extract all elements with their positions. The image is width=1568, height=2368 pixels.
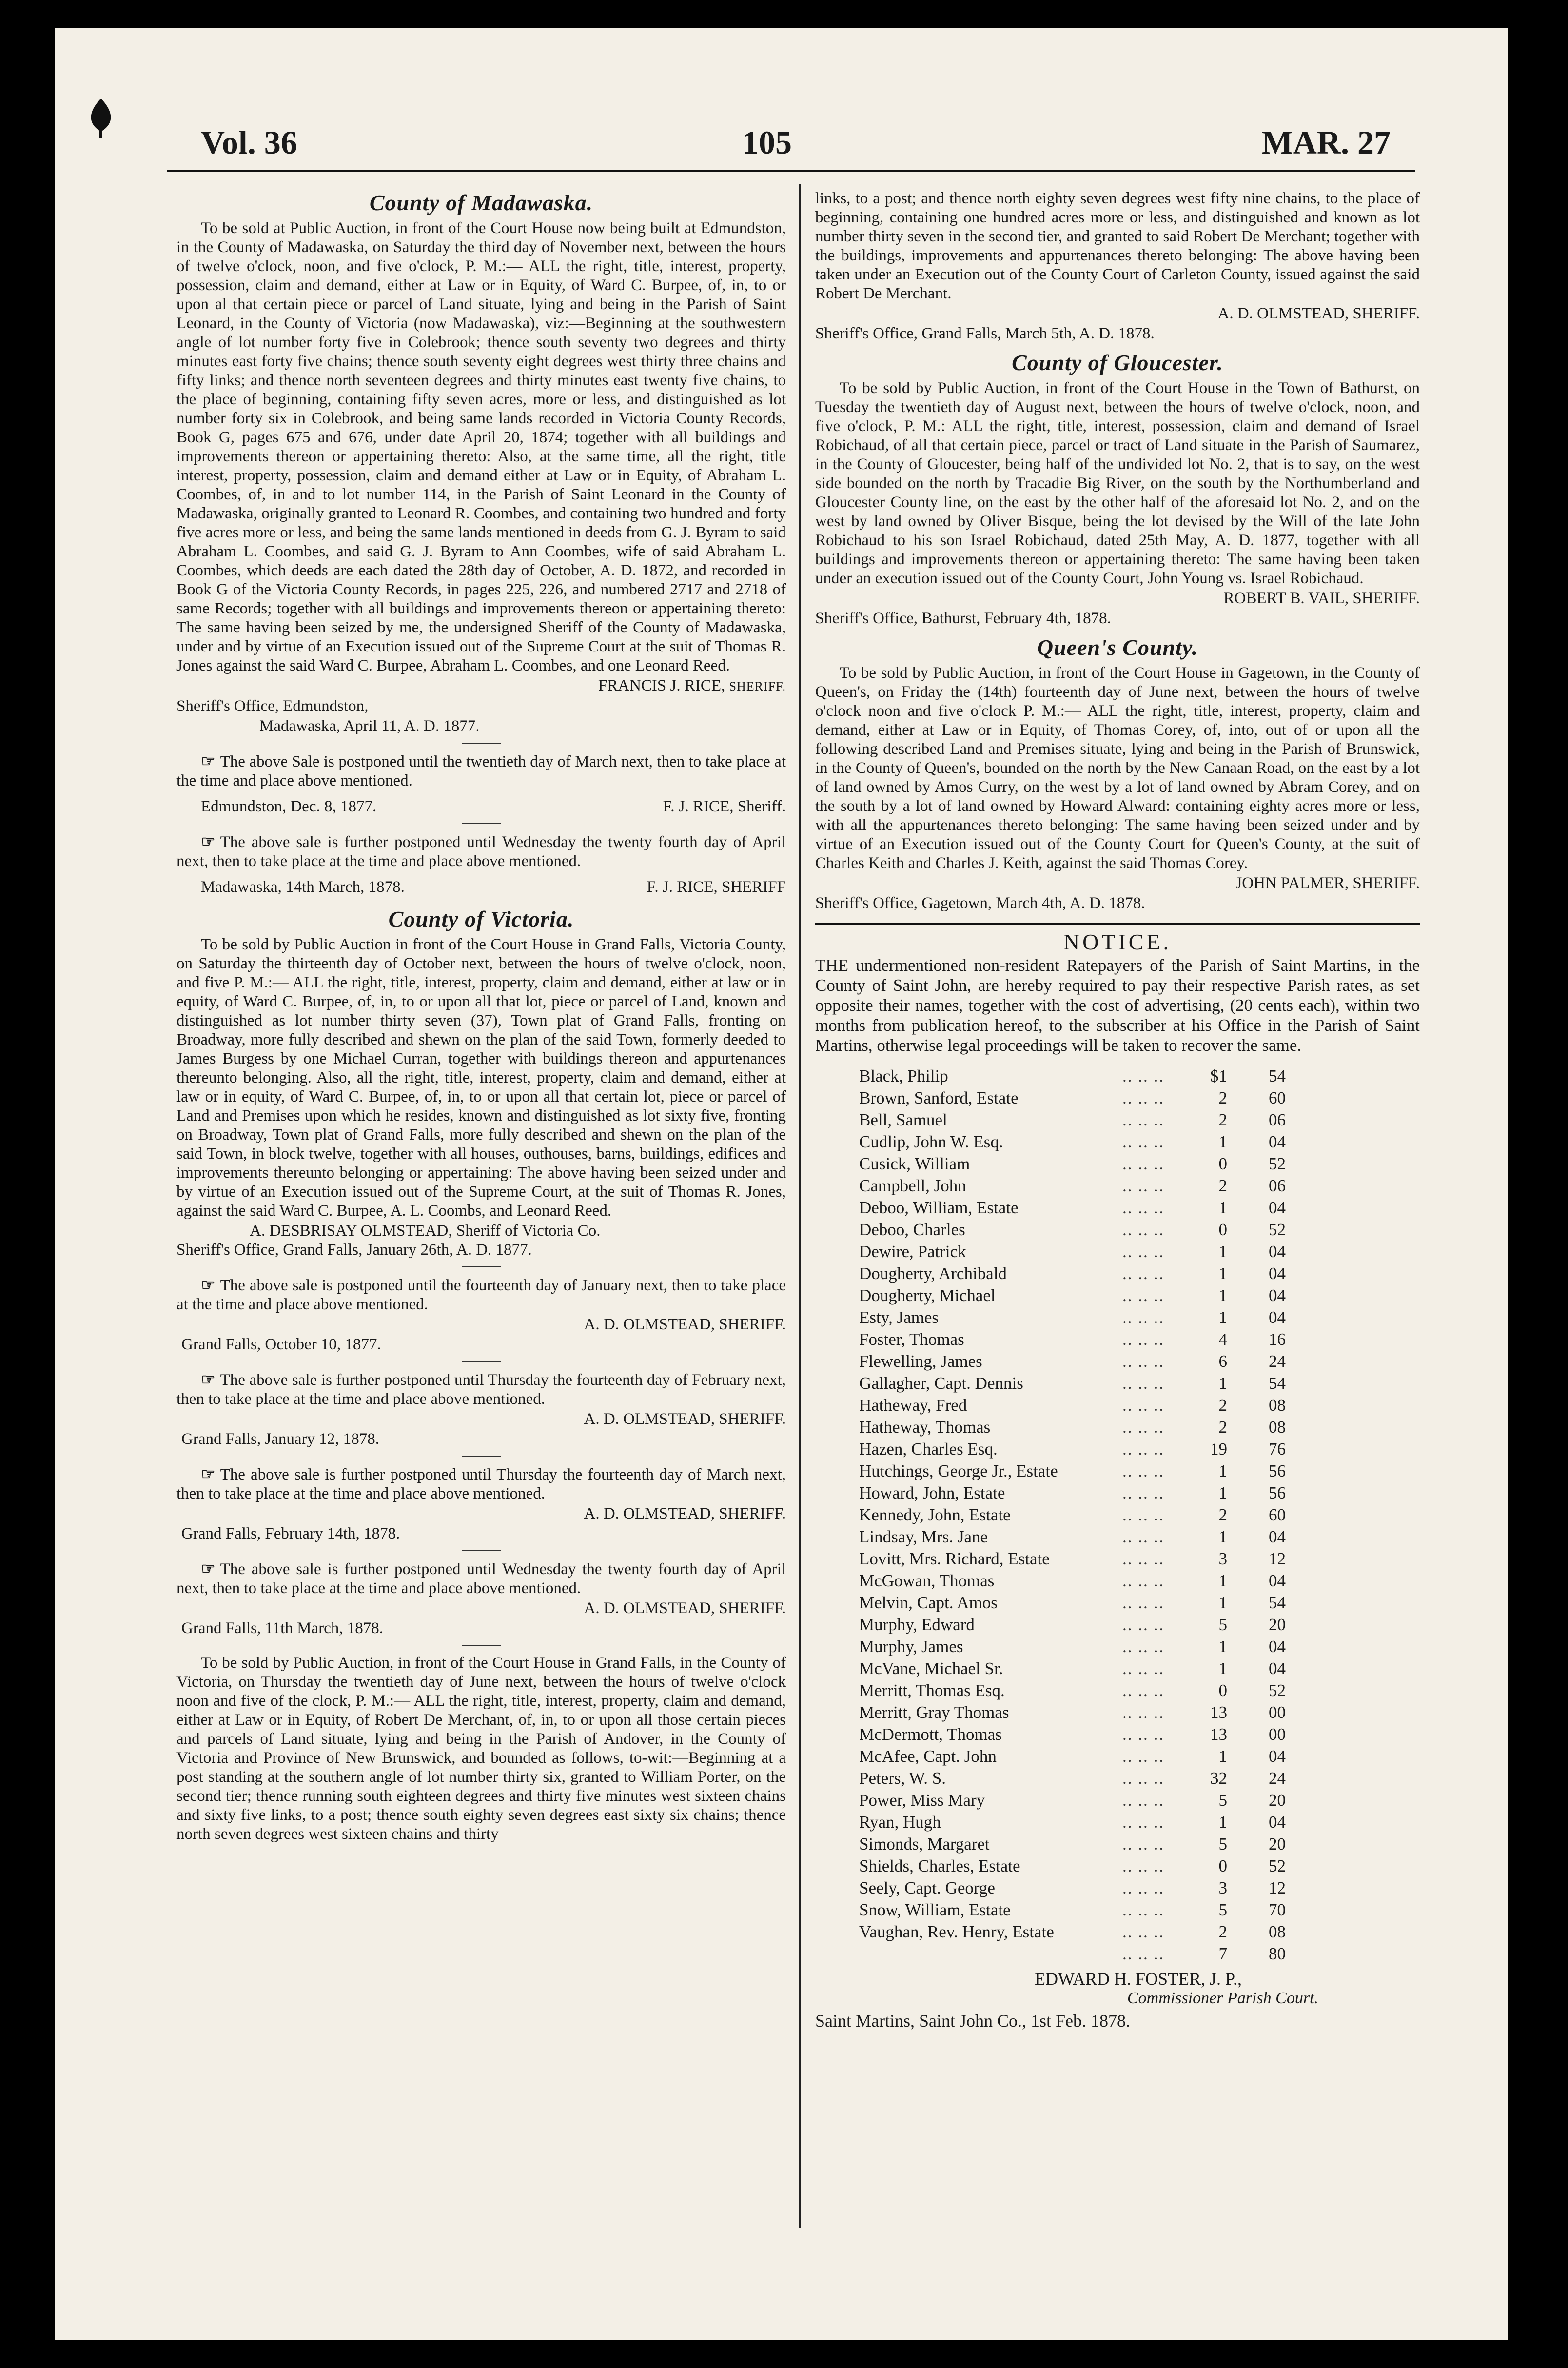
leader-dots: .. .. .. — [1122, 1352, 1164, 1371]
ratepayer-name: Simonds, Margaret — [859, 1835, 990, 1854]
rate-cents: 04 — [1269, 1747, 1286, 1766]
notice-rule — [815, 923, 1420, 925]
ratepayers-table — [859, 1065, 1286, 1965]
table-row — [859, 1350, 1286, 1372]
leader-dots: .. .. .. — [1122, 1286, 1164, 1305]
ratepayer-name: Shields, Charles, Estate — [859, 1856, 1020, 1875]
rate-dollars: 1 — [1218, 1308, 1227, 1327]
victoria-office: Sheriff's Office, Grand Falls, January 26th, A. D. 1877. — [176, 1241, 532, 1259]
note-text: The above Sale is postponed until the twentieth day of March next, then to take place at the time and place above mentioned. — [176, 753, 786, 789]
ratepayer-name: Deboo, Charles — [859, 1220, 965, 1239]
notice-signer-title: Commissioner Parish Court. — [1127, 1989, 1318, 2007]
queens-signature: JOHN PALMER, SHERIFF. — [1235, 874, 1420, 892]
victoria-postponement-1 — [176, 1276, 786, 1314]
madawaska-heading: County of Madawaska. — [369, 190, 593, 215]
victoria-postponement-4 — [176, 1560, 786, 1598]
victoria-postponement-3 — [176, 1465, 786, 1503]
ratepayer-name: Merritt, Thomas Esq. — [859, 1681, 1005, 1700]
rate-cents: 04 — [1269, 1659, 1286, 1678]
leader-dots: .. .. .. — [1122, 1505, 1164, 1524]
note-text: The above sale is further postponed until Thursday the fourteenth day of February next, then to take place at the time and place above mentioned. — [176, 1371, 786, 1408]
table-row — [859, 1723, 1286, 1745]
table-row — [859, 1943, 1286, 1965]
madawaska-office: Sheriff's Office, Edmundston, — [176, 697, 369, 715]
note-text: The above sale is further postponed until Thursday the fourteenth day of March next, then to take place at the time and place above mentioned. — [176, 1466, 786, 1502]
leader-dots: .. .. .. — [1122, 1396, 1164, 1415]
rate-dollars: 6 — [1218, 1352, 1227, 1371]
table-row — [859, 1153, 1286, 1175]
rate-dollars: 1 — [1218, 1374, 1227, 1393]
rate-cents: 70 — [1269, 1900, 1286, 1919]
rate-dollars: 1 — [1218, 1483, 1227, 1502]
rate-dollars: 1 — [1218, 1747, 1227, 1766]
rate-dollars: $1 — [1210, 1066, 1227, 1085]
table-row — [859, 1372, 1286, 1394]
leader-dots: .. .. .. — [1122, 1374, 1164, 1393]
rate-dollars: 0 — [1218, 1154, 1227, 1173]
leader-dots: .. .. .. — [1122, 1154, 1164, 1173]
note-signature: A. D. OLMSTEAD, SHERIFF. — [584, 1316, 786, 1333]
leader-dots: .. .. .. — [1122, 1813, 1164, 1832]
gloucester-notice: To be sold by Public Auction, in front of the Court House in the Town of Bathurst, on Tuesday the twentieth day of August next, between the hours of twelve o'clock, noon, and five o'clock, P. M.: ALL the right, title, interest, possession, claim and demand of Israel Robichaud, of all that certain piece, parcel or tract of Land situate in the Parish of Saumarez, in the County of Gloucester, being half of the undivided lot No. 2, that is to say, on the west side bounded on the north by Tracadie Big River, on the south by the Northumberland and Gloucester County line, on the east by the other half of the aforesaid lot No. 2, and on the west by land owned by Oliver Bisque, being the lot devised by the Will of the late John Robichaud to his son Israel Robichaud, dated 25th May, A. D. 1877, together with all buildings and improvements thereon or appertaining thereto: The same having been taken under an execution issued out of the County Court, John Young vs. Israel Robichaud. — [815, 379, 1420, 587]
leader-dots: .. .. .. — [1122, 1659, 1164, 1678]
leader-dots: .. .. .. — [1122, 1835, 1164, 1854]
table-row — [859, 1592, 1286, 1614]
rate-cents: 56 — [1269, 1483, 1286, 1502]
rate-dollars: 19 — [1210, 1440, 1227, 1459]
rate-dollars: 7 — [1218, 1944, 1227, 1963]
leader-dots: .. .. .. — [1122, 1703, 1164, 1722]
table-row — [859, 1679, 1286, 1701]
ratepayer-name: Bell, Samuel — [859, 1110, 947, 1129]
table-row — [859, 1438, 1286, 1460]
victoria-office-2: Sheriff's Office, Grand Falls, March 5th, A. D. 1878. — [815, 325, 1155, 342]
rate-dollars: 1 — [1218, 1264, 1227, 1283]
separator — [462, 1266, 501, 1267]
table-row — [859, 1284, 1286, 1306]
madawaska-office-date: Madawaska, April 11, A. D. 1877. — [259, 717, 480, 735]
note-date: Grand Falls, October 10, 1877. — [181, 1336, 381, 1353]
notice-intro: THE undermentioned non-resident Ratepayers of the Parish of Saint Martins, in the County of Saint John, are hereby required to pay their respective Parish rates, as set opposite their names, together with the cost of advertising, (20 cents each), within two months from publication hereof, to the subscriber at his Office in the Parish of Saint Martins, otherwise legal proceedings will be taken to recover the same. — [815, 956, 1420, 1055]
rate-dollars: 2 — [1218, 1088, 1227, 1107]
pointing-hand-icon: ☞ — [201, 1560, 216, 1578]
ratepayer-name: Power, Miss Mary — [859, 1791, 985, 1810]
ratepayer-name: McGowan, Thomas — [859, 1571, 995, 1590]
rate-cents: 04 — [1269, 1242, 1286, 1261]
rate-cents: 20 — [1269, 1835, 1286, 1854]
rate-dollars: 2 — [1218, 1418, 1227, 1437]
madawaska-signature — [176, 676, 786, 696]
rate-dollars: 0 — [1218, 1856, 1227, 1875]
rate-cents: 04 — [1269, 1308, 1286, 1327]
queens-office: Sheriff's Office, Gagetown, March 4th, A. D. 1878. — [815, 894, 1145, 912]
rate-cents: 80 — [1269, 1944, 1286, 1963]
ratepayer-name: Vaughan, Rev. Henry, Estate — [859, 1922, 1054, 1941]
note-date: Grand Falls, February 14th, 1878. — [181, 1525, 400, 1542]
note-text: The above sale is further postponed until Wednesday the twenty fourth day of April next, then to take place at the time and place above mentioned. — [176, 1560, 786, 1597]
leader-dots: .. .. .. — [1122, 1571, 1164, 1590]
pointing-hand-icon: ☞ — [201, 1466, 216, 1483]
leader-dots: .. .. .. — [1122, 1681, 1164, 1700]
pointing-hand-icon: ☞ — [201, 753, 216, 770]
rate-dollars: 5 — [1218, 1835, 1227, 1854]
rate-cents: 20 — [1269, 1791, 1286, 1810]
table-row — [859, 1175, 1286, 1197]
pointing-hand-icon: ☞ — [201, 833, 216, 851]
note-signature: A. D. OLMSTEAD, SHERIFF. — [584, 1599, 786, 1617]
note-signature: A. D. OLMSTEAD, SHERIFF. — [1217, 305, 1420, 322]
rate-cents: 08 — [1269, 1922, 1286, 1941]
newspaper-page — [55, 28, 1508, 2340]
rate-dollars: 0 — [1218, 1681, 1227, 1700]
note-date: Edmundston, Dec. 8, 1877. — [201, 798, 377, 815]
madawaska-postponement-1 — [176, 752, 786, 790]
ratepayer-name: Brown, Sanford, Estate — [859, 1088, 1019, 1107]
rate-cents: 16 — [1269, 1330, 1286, 1349]
separator — [462, 1361, 501, 1362]
leader-dots: .. .. .. — [1122, 1461, 1164, 1480]
rate-dollars: 1 — [1218, 1461, 1227, 1480]
rate-cents: 54 — [1269, 1593, 1286, 1612]
rate-cents: 04 — [1269, 1132, 1286, 1151]
separator — [462, 1456, 501, 1457]
ratepayer-name: Kennedy, John, Estate — [859, 1505, 1011, 1524]
note-text: The above sale is postponed until the fourteenth day of January next, then to take place at the time and place above mentioned. — [176, 1277, 786, 1313]
rate-dollars: 2 — [1218, 1176, 1227, 1195]
leader-dots: .. .. .. — [1122, 1593, 1164, 1612]
rate-dollars: 2 — [1218, 1505, 1227, 1524]
separator — [462, 1645, 501, 1646]
victoria-heading: County of Victoria. — [388, 907, 574, 931]
table-row — [859, 1614, 1286, 1636]
rate-dollars: 0 — [1218, 1220, 1227, 1239]
rate-dollars: 5 — [1218, 1791, 1227, 1810]
rate-dollars: 1 — [1218, 1286, 1227, 1305]
rate-dollars: 13 — [1210, 1703, 1227, 1722]
table-row — [859, 1636, 1286, 1658]
victoria-postponement-2 — [176, 1371, 786, 1409]
rate-cents: 04 — [1269, 1264, 1286, 1283]
leader-dots: .. .. .. — [1122, 1418, 1164, 1437]
ratepayer-name: Campbell, John — [859, 1176, 966, 1195]
rate-dollars: 2 — [1218, 1396, 1227, 1415]
table-row — [859, 1833, 1286, 1855]
note-text: The above sale is further postponed until Wednesday the twenty fourth day of April next, then to take place at the time and place above mentioned. — [176, 833, 786, 870]
rate-cents: 12 — [1269, 1549, 1286, 1568]
madawaska-notice: To be sold at Public Auction, in front of the Court House now being built at Edmundston, in the County of Madawaska, on Saturday the third day of November next, between the hours of twelve o'clock, noon, and five o'clock, P. M.:— ALL the right, title, interest, property, possession, claim and demand, either at Law or in Equity, of Ward C. Burpee, of, in, to or upon al that certain piece or parcel of Land situate, lying and being in the Parish of Saint Leonard, in the County of Victoria (now Madawaska), viz:—Beginning at the southwestern angle of lot number forty five in Colebrook; thence south seventy two degrees and thirty minutes east forty five chains; thence south seventy eight degrees west thirty three chains and fifty links; and thence north seventeen degrees and thirty minutes east twenty five chains, to the place of beginning, containing fifty seven acres, more or less, and distinguished as lot number forty six in Colebrook, and being same lands recorded in Victoria County Records, Book G, pages 675 and 676, under date April 20, 1874; together with all buildings and improvements thereon or appertaining thereto: Also, at the same time, all the right, title interest, property, possession, claim and demand either at Law or in Equity, of Abraham L. Coombes, of, in and to lot number 114, in the Parish of Saint Leonard in the County of Madawaska, originally granted to Leonard R. Coombes, and containing two hundred and forty five acres more or less, and being the same lands mentioned in deeds from G. J. Byram to said Abraham L. Coombes, and said G. J. Byram to Ann Coombes, wife of said Abraham L. Coombes, which deeds are each dated the 28th day of October, A. D. 1872, and recorded in Book G of the Victoria County Records, in pages 225, 226, and numbered 2717 and 2718 of same Records; together with all buildings and improvements thereon or appertaining thereto: The same having been seized by me, the undersigned Sheriff of the County of Madawaska, under and by virtue of an Execution issued out of the Supreme Court at the suit of Thomas R. Jones against the said Ward C. Burpee, Abraham L. Coombes, and one Leonard Reed. — [176, 219, 786, 674]
leader-dots: .. .. .. — [1122, 1549, 1164, 1568]
table-row — [859, 1109, 1286, 1131]
ratepayer-name: Hatheway, Fred — [859, 1396, 967, 1415]
ratepayer-name: Black, Philip — [859, 1066, 948, 1085]
victoria-notice-continued: links, to a post; and thence north eighty seven degrees west fifty nine chains, to the place of beginning, containing one hundred acres more or less, and distinguished and known as lot number thirty seven in the second tier, and granted to said Robert De Merchant; together with the buildings, improvements and appurtenances thereto belonging: The above having been taken under an Execution out of the County Court of Carleton County, issued against the said Robert De Merchant. — [815, 190, 1420, 302]
table-row — [859, 1811, 1286, 1833]
ratepayer-name: McVane, Michael Sr. — [859, 1659, 1003, 1678]
ratepayer-name: Dewire, Patrick — [859, 1242, 966, 1261]
separator — [462, 743, 501, 744]
ratepayer-name: Flewelling, James — [859, 1352, 982, 1371]
rate-cents: 60 — [1269, 1505, 1286, 1524]
table-row — [859, 1658, 1286, 1679]
rate-cents: 24 — [1269, 1352, 1286, 1371]
rate-dollars: 2 — [1218, 1922, 1227, 1941]
rate-cents: 08 — [1269, 1418, 1286, 1437]
issue-date: MAR. 27 — [1261, 124, 1391, 161]
rate-dollars: 1 — [1218, 1198, 1227, 1217]
note-signature: A. D. OLMSTEAD, SHERIFF. — [584, 1505, 786, 1522]
victoria-notice: To be sold by Public Auction in front of the Court House in Grand Falls, Victoria County, on Saturday the thirteenth day of October next, between the hours of twelve o'clock, noon, and five P. M.:— ALL the right, title, interest, property, claim and demand, either at law or in equity, of Ward C. Burpee, of, in, to or upon all that lot, piece or parcel of Land, known and distinguished as lot number thirty seven (37), Town plat of Grand Falls, fronting on Broadway, more fully described and shewn on the plan of the said Town, formerly deeded to James Burgess by one Michael Curran, together with buildings thereon and appurtenances thereunto belonging. Also, all the right, title, interest, property, claim and demand, either at law or in equity, of Ward C. Burpee, of, in, to or upon all that certain lot, piece or parcel of Land and Premises upon which he resides, known and distinguished as lot sixty five, fronting on Broadway, Town plat of Grand Falls, more fully described and shewn on the plan of the said Town, in block twelve, together with all houses, outhouses, barns, buildings, edifices and improvements thereunto belonging or appertaining: The above having been seized under and by virtue of an Execution issued out of the Supreme Court, at the suit of Thomas R. Jones, against the said Ward C. Burpee, A. L. Coombs, and Leonard Reed. — [176, 936, 786, 1220]
leader-dots: .. .. .. — [1122, 1747, 1164, 1766]
ratepayer-name: Ryan, Hugh — [859, 1813, 941, 1832]
leader-dots: .. .. .. — [1122, 1198, 1164, 1217]
table-row — [859, 1570, 1286, 1592]
rate-cents: 52 — [1269, 1681, 1286, 1700]
queens-heading: Queen's County. — [1037, 635, 1198, 660]
note-date: Madawaska, 14th March, 1878. — [201, 878, 405, 896]
leader-dots: .. .. .. — [1122, 1615, 1164, 1634]
rate-cents: 04 — [1269, 1813, 1286, 1832]
leader-dots: .. .. .. — [1122, 1440, 1164, 1459]
leader-dots: .. .. .. — [1122, 1637, 1164, 1656]
table-row — [859, 1548, 1286, 1570]
ratepayer-name: Cusick, William — [859, 1154, 970, 1173]
ratepayer-name: McAfee, Capt. John — [859, 1747, 997, 1766]
table-row — [859, 1767, 1286, 1789]
table-row — [859, 1263, 1286, 1284]
ratepayer-name: Hatheway, Thomas — [859, 1418, 991, 1437]
leader-dots: .. .. .. — [1122, 1725, 1164, 1744]
ratepayer-name: Hutchings, George Jr., Estate — [859, 1461, 1058, 1480]
leader-dots: .. .. .. — [1122, 1176, 1164, 1195]
table-row — [859, 1416, 1286, 1438]
table-row — [859, 1899, 1286, 1921]
rate-cents: 52 — [1269, 1220, 1286, 1239]
ratepayer-name: Murphy, Edward — [859, 1615, 975, 1634]
rate-dollars: 4 — [1218, 1330, 1227, 1349]
table-row — [859, 1241, 1286, 1263]
ratepayer-name: Snow, William, Estate — [859, 1900, 1011, 1919]
table-row — [859, 1745, 1286, 1767]
table-row — [859, 1460, 1286, 1482]
rate-dollars: 13 — [1210, 1725, 1227, 1744]
note-footer — [176, 797, 786, 816]
notice-signer: EDWARD H. FOSTER, J. P., — [1035, 1969, 1242, 1989]
leader-dots: .. .. .. — [1122, 1220, 1164, 1239]
rate-dollars: 1 — [1218, 1593, 1227, 1612]
rate-cents: 54 — [1269, 1374, 1286, 1393]
separator — [462, 1550, 501, 1551]
volume-label: Vol. 36 — [201, 124, 297, 161]
leader-dots: .. .. .. — [1122, 1856, 1164, 1875]
victoria-signature: A. DESBRISAY OLMSTEAD, Sheriff of Victoria Co. — [250, 1222, 601, 1240]
note-date: Grand Falls, 11th March, 1878. — [181, 1619, 383, 1637]
page-number: 105 — [742, 124, 792, 161]
notice-title: NOTICE. — [1063, 929, 1172, 954]
table-row — [859, 1526, 1286, 1548]
ratepayer-name: Lindsay, Mrs. Jane — [859, 1527, 988, 1546]
ratepayer-name: Lovitt, Mrs. Richard, Estate — [859, 1549, 1050, 1568]
notice-place-date: Saint Martins, Saint John Co., 1st Feb. 1878. — [815, 2011, 1131, 2031]
leader-dots: .. .. .. — [1122, 1308, 1164, 1327]
ratepayer-name: Deboo, William, Estate — [859, 1198, 1019, 1217]
rate-cents: 56 — [1269, 1461, 1286, 1480]
rate-cents: 52 — [1269, 1154, 1286, 1173]
rate-dollars: 3 — [1218, 1549, 1227, 1568]
ratepayer-name — [859, 1943, 1122, 1965]
rate-dollars: 1 — [1218, 1637, 1227, 1656]
table-row — [859, 1504, 1286, 1526]
right-column — [815, 189, 1420, 2031]
leader-dots: .. .. .. — [1122, 1264, 1164, 1283]
ratepayer-name: Hazen, Charles Esq. — [859, 1440, 998, 1459]
ratepayer-name: Howard, John, Estate — [859, 1483, 1005, 1502]
table-row — [859, 1065, 1286, 1087]
ratepayer-name: Peters, W. S. — [859, 1769, 946, 1788]
rate-cents: 24 — [1269, 1769, 1286, 1788]
rate-dollars: 5 — [1218, 1615, 1227, 1634]
ratepayer-name: Gallagher, Capt. Dennis — [859, 1374, 1023, 1393]
ratepayer-name: Melvin, Capt. Amos — [859, 1593, 998, 1612]
note-signature: A. D. OLMSTEAD, SHERIFF. — [584, 1410, 786, 1428]
table-row — [859, 1855, 1286, 1877]
rate-cents: 04 — [1269, 1571, 1286, 1590]
rate-cents: 00 — [1269, 1725, 1286, 1744]
table-row — [859, 1087, 1286, 1109]
rate-cents: 04 — [1269, 1527, 1286, 1546]
rate-cents: 04 — [1269, 1637, 1286, 1656]
leader-dots: .. .. .. — [1122, 1242, 1164, 1261]
column-divider — [799, 184, 801, 2228]
rate-cents: 60 — [1269, 1088, 1286, 1107]
leader-dots: .. .. .. — [1122, 1769, 1164, 1788]
rate-dollars: 3 — [1218, 1878, 1227, 1897]
note-signature: F. J. RICE, SHERIFF — [647, 878, 786, 896]
leader-dots: .. .. .. — [1122, 1330, 1164, 1349]
madawaska-sig-title: SHERIFF. — [729, 679, 786, 693]
rate-cents: 76 — [1269, 1440, 1286, 1459]
leader-dots: .. .. .. — [1122, 1878, 1164, 1897]
rate-dollars: 1 — [1218, 1132, 1227, 1151]
queens-notice: To be sold by Public Auction, in front of the Court House in Gagetown, in the County of Queen's, on Friday the (14th) fourteenth day of June next, between the hours of twelve o'clock noon and five o'clock P. M.:— ALL the right, title, interest, property, claim and demand, either at Law or in Equity, of Thomas Corey, of, into, out of or upon all the following described Land and Premises situate, lying and being in the Parish of Brunswick, in the County of Queen's, bounded on the north by the New Canaan Road, on the east by a lot of land owned by Amos Curry, on the west by a lot of land owned by Abram Corey, and on the south by a lot of land owned by Howard Alward: containing eighty acres more or less, with all the appurtenances thereto belonging: The same having been seized under and by virtue of an Execution issued out of the County Court for Queen's County, at the suit of Charles Keith and Charles J. Keith, against the said Thomas Corey. — [815, 664, 1420, 872]
ratepayer-name: Seely, Capt. George — [859, 1878, 995, 1897]
rate-cents: 20 — [1269, 1615, 1286, 1634]
rate-dollars: 1 — [1218, 1242, 1227, 1261]
header-rule — [167, 170, 1415, 172]
victoria-postponements — [176, 1276, 786, 1646]
gloucester-office: Sheriff's Office, Bathurst, February 4th, 1878. — [815, 610, 1111, 627]
note-signature: F. J. RICE, Sheriff. — [663, 798, 786, 815]
rate-dollars: 1 — [1218, 1527, 1227, 1546]
leader-dots: .. .. .. — [1122, 1922, 1164, 1941]
table-row — [859, 1306, 1286, 1328]
note-date: Grand Falls, January 12, 1878. — [181, 1430, 380, 1448]
rate-dollars: 1 — [1218, 1659, 1227, 1678]
leader-dots: .. .. .. — [1122, 1066, 1164, 1085]
left-column — [176, 189, 786, 1845]
ratepayer-name: Dougherty, Michael — [859, 1286, 996, 1305]
note-footer — [176, 878, 786, 897]
rate-cents: 06 — [1269, 1110, 1286, 1129]
ratepayer-name: McDermott, Thomas — [859, 1725, 1002, 1744]
rate-cents: 04 — [1269, 1198, 1286, 1217]
leaf-ornament-icon — [84, 97, 118, 140]
rate-dollars: 1 — [1218, 1571, 1227, 1590]
pointing-hand-icon: ☞ — [201, 1277, 216, 1294]
table-row — [859, 1197, 1286, 1219]
leader-dots: .. .. .. — [1122, 1791, 1164, 1810]
table-row — [859, 1877, 1286, 1899]
ratepayer-name: Esty, James — [859, 1308, 939, 1327]
victoria-notice-2: To be sold by Public Auction, in front of the Court House in Grand Falls, in the County of Victoria, on Thursday the twentieth day of June next, between the hours of twelve o'clock noon and five of the clock, P. M.:— ALL the right, title, interest, property, claim and demand, either at Law or in Equity, of Robert De Merchant, of, in, to or upon all those certain pieces and parcels of Land situate, lying and being in the Parish of Andover, in the County of Victoria and Province of New Brunswick, and bounded as follows, to-wit:—Beginning at a post standing at the southern angle of lot number thirty six, granted to William Porter, on the second tier; thence running south eighteen degrees and thirty five minutes west sixteen chains and sixty five links, to a post; thence south eighty seven degrees east sixty six chains; thence north seven degrees west sixteen chains and thirty — [176, 1654, 786, 1843]
gloucester-signature: ROBERT B. VAIL, SHERIFF. — [1223, 590, 1420, 607]
pointing-hand-icon: ☞ — [201, 1371, 216, 1389]
ratepayer-name: Murphy, James — [859, 1637, 963, 1656]
rate-dollars: 32 — [1210, 1769, 1227, 1788]
separator — [462, 823, 501, 824]
madawaska-sig-name: FRANCIS J. RICE, — [598, 677, 725, 694]
rate-dollars: 2 — [1218, 1110, 1227, 1129]
table-row — [859, 1131, 1286, 1153]
table-row — [859, 1328, 1286, 1350]
rate-cents: 06 — [1269, 1176, 1286, 1195]
rate-dollars: 1 — [1218, 1813, 1227, 1832]
rate-cents: 00 — [1269, 1703, 1286, 1722]
leader-dots: .. .. .. — [1122, 1088, 1164, 1107]
ratepayer-name: Cudlip, John W. Esq. — [859, 1132, 1003, 1151]
leader-dots: .. .. .. — [1122, 1132, 1164, 1151]
leader-dots: .. .. .. — [1122, 1900, 1164, 1919]
leader-dots: .. .. .. — [1122, 1527, 1164, 1546]
ratepayer-name: Foster, Thomas — [859, 1330, 964, 1349]
table-row — [859, 1921, 1286, 1943]
rate-cents: 08 — [1269, 1396, 1286, 1415]
table-row — [859, 1219, 1286, 1241]
leader-dots: .. .. .. — [1122, 1483, 1164, 1502]
gloucester-heading: County of Gloucester. — [1012, 350, 1223, 375]
madawaska-postponement-2 — [176, 833, 786, 871]
leader-dots: .. .. .. — [1122, 1110, 1164, 1129]
rate-cents: 04 — [1269, 1286, 1286, 1305]
rate-cents: 12 — [1269, 1878, 1286, 1897]
table-row — [859, 1789, 1286, 1811]
leader-dots: .. .. .. — [1122, 1944, 1164, 1963]
table-row — [859, 1482, 1286, 1504]
ratepayer-name: Dougherty, Archibald — [859, 1264, 1007, 1283]
rate-dollars: 5 — [1218, 1900, 1227, 1919]
table-row — [859, 1701, 1286, 1723]
table-row — [859, 1394, 1286, 1416]
rate-cents: 54 — [1269, 1066, 1286, 1085]
ratepayer-name: Merritt, Gray Thomas — [859, 1703, 1009, 1722]
rate-cents: 52 — [1269, 1856, 1286, 1875]
